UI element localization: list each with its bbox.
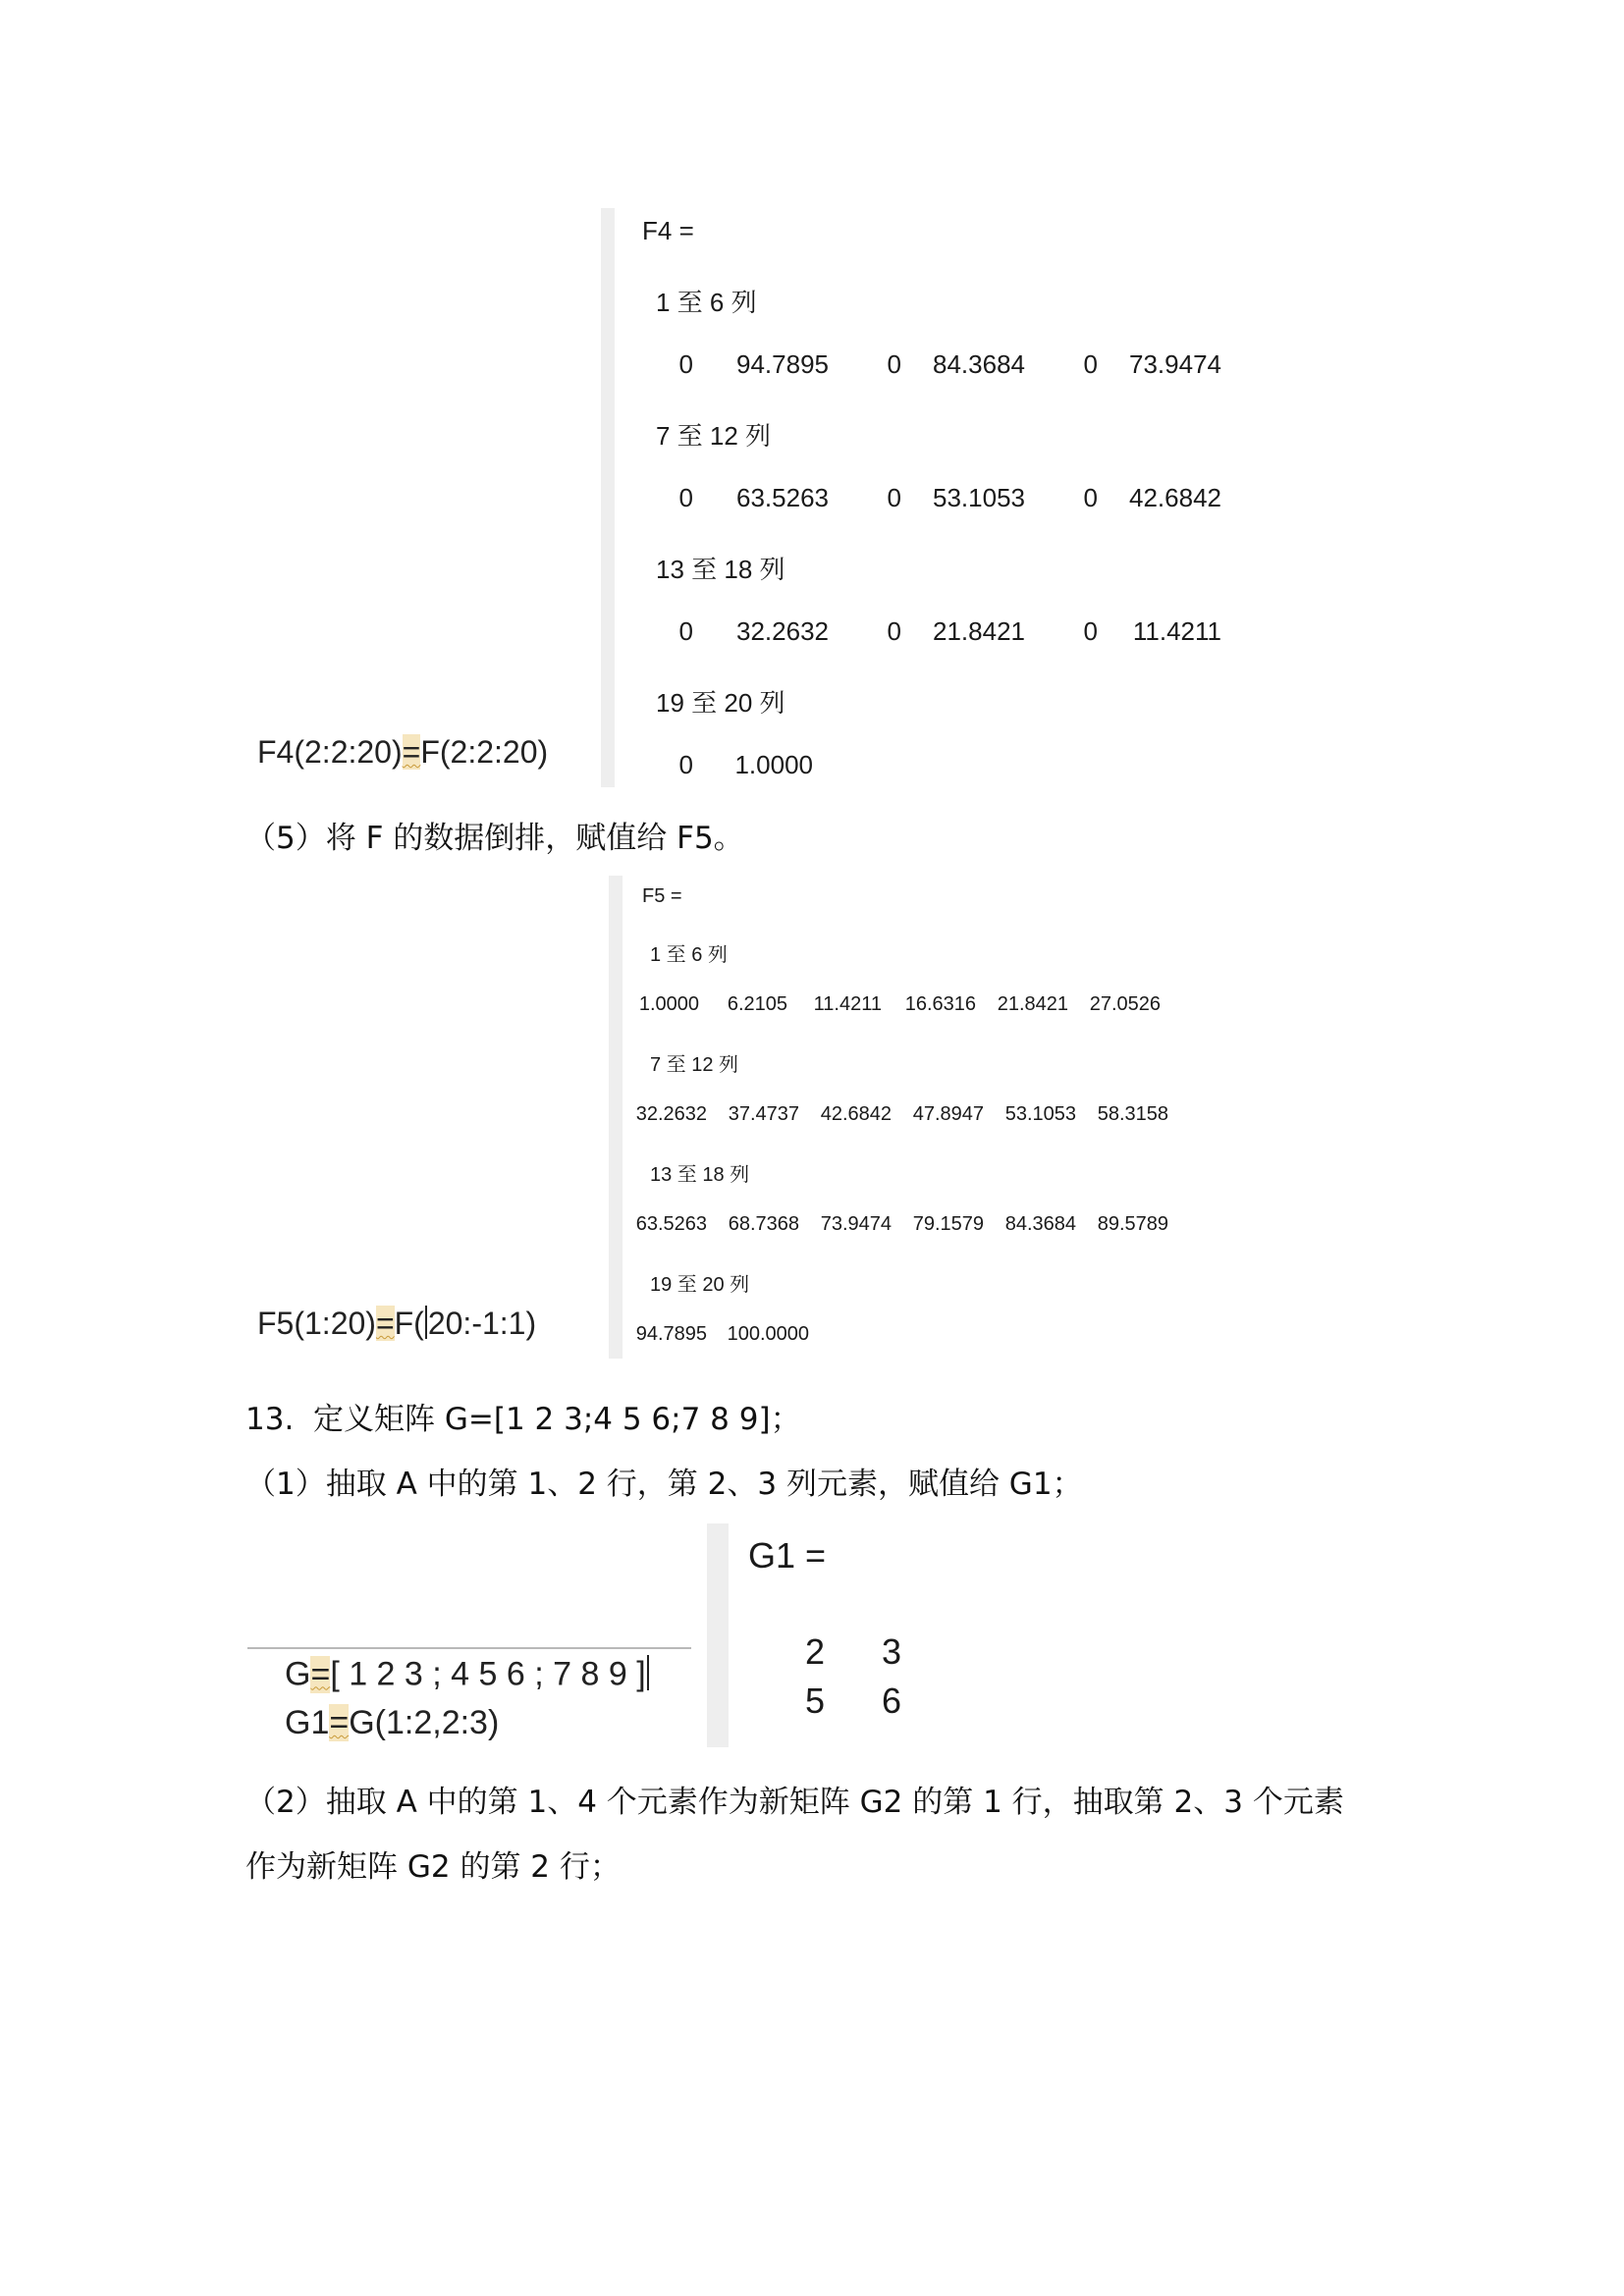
f5-block-1-header: 1 至 6 列 (650, 944, 728, 966)
f4-value: 0 (678, 349, 693, 379)
f4-block-4-values (605, 750, 813, 780)
f4-value: 0 (1083, 349, 1098, 379)
f5-block-2-values (605, 1103, 1168, 1126)
f4-assignment-code (257, 734, 548, 771)
f4-value: 0 (678, 616, 693, 646)
f5-value: 1.0000 (638, 993, 699, 1015)
f4-output-panel (601, 208, 1302, 787)
f5-value: 16.6316 (904, 993, 976, 1015)
f5-block-2-header: 7 至 12 列 (650, 1054, 739, 1076)
f5-value: 47.8947 (912, 1103, 984, 1125)
f5-value: 21.8421 (997, 993, 1068, 1015)
f5-output-panel (609, 876, 1310, 1359)
g-definition-code (285, 1655, 650, 1694)
code-lhs: G1 (285, 1704, 330, 1741)
f5-value: 84.3684 (1004, 1213, 1076, 1235)
question-13-2-text-line-2: 作为新矩阵 G2 的第 2 行； (245, 1849, 621, 1885)
f5-value: 42.6842 (820, 1103, 892, 1125)
code-rhs-prefix: F( (394, 1306, 424, 1341)
f5-value: 63.5263 (635, 1213, 707, 1235)
g1-output-panel (707, 1523, 1082, 1747)
question-13-1-text: （1）抽取 A 中的第 1、2 行，第 2、3 列元素，赋值给 G1； (245, 1467, 1083, 1502)
code-equals: = (402, 734, 421, 770)
f5-block-4-header: 19 至 20 列 (650, 1274, 750, 1296)
code-lhs: G (285, 1655, 311, 1693)
question-13-text: 13. 定义矩阵 G=[1 2 3;4 5 6;7 8 9]； (245, 1402, 801, 1437)
f4-value: 21.8421 (933, 616, 1025, 646)
f5-value: 58.3158 (1097, 1103, 1168, 1125)
g1-assignment-code (285, 1704, 499, 1742)
f5-value: 100.0000 (727, 1323, 809, 1345)
f5-block-1-values (605, 993, 1161, 1016)
f4-block-1-header: 1 至 6 列 (656, 288, 757, 317)
f5-value: 89.5789 (1097, 1213, 1168, 1235)
code-rhs: F(2:2:20) (420, 734, 549, 770)
code-lhs: F4(2:2:20) (257, 734, 403, 770)
f4-block-1-values (605, 349, 1221, 380)
f4-block-4-header: 19 至 20 列 (656, 688, 785, 718)
f5-value: 73.9474 (820, 1213, 892, 1235)
text-cursor (425, 1306, 427, 1339)
g1-value: 5 (804, 1681, 825, 1721)
f4-value: 0 (887, 616, 901, 646)
code-equals: = (310, 1655, 331, 1693)
f4-block-2-header: 7 至 12 列 (656, 421, 772, 451)
f4-value: 0 (1083, 483, 1098, 512)
code-rhs: G(1:2,2:3) (349, 1704, 500, 1741)
question-13-2-text-line-1: （2）抽取 A 中的第 1、4 个元素作为新矩阵 G2 的第 1 行，抽取第 2、3 个元素 (245, 1785, 1344, 1820)
code-lhs: F5(1:20) (257, 1306, 376, 1341)
f5-value: 79.1579 (912, 1213, 984, 1235)
f4-value: 94.7895 (736, 349, 829, 379)
f4-var-label: F4 = (642, 216, 694, 245)
g1-row-1 (778, 1631, 901, 1673)
g1-var-label: G1 = (748, 1535, 827, 1575)
code-rhs-suffix: 20:-1:1) (427, 1306, 537, 1341)
editor-divider (247, 1647, 691, 1649)
f4-value: 0 (678, 750, 693, 779)
code-equals: = (375, 1306, 395, 1341)
f4-value: 63.5263 (736, 483, 829, 512)
text-cursor (647, 1655, 649, 1690)
f5-var-label: F5 = (642, 885, 682, 907)
f4-value: 11.4211 (1132, 616, 1221, 646)
f5-value: 37.4737 (728, 1103, 799, 1125)
f4-value: 73.9474 (1129, 349, 1221, 379)
f5-value: 68.7368 (728, 1213, 799, 1235)
f5-assignment-code (257, 1306, 536, 1342)
f5-block-3-header: 13 至 18 列 (650, 1164, 750, 1186)
question-5-text: （5）将 F 的数据倒排，赋值给 F5。 (245, 821, 744, 856)
f5-value: 94.7895 (635, 1323, 707, 1345)
f4-value: 0 (887, 349, 901, 379)
f5-value: 32.2632 (635, 1103, 707, 1125)
f5-block-4-values (605, 1323, 809, 1346)
f4-value: 32.2632 (736, 616, 829, 646)
f4-value: 0 (678, 483, 693, 512)
g1-row-2 (778, 1681, 901, 1722)
code-rhs: [ 1 2 3 ; 4 5 6 ; 7 8 9 ] (330, 1655, 646, 1693)
f5-value: 6.2105 (727, 993, 787, 1015)
f5-value: 53.1053 (1004, 1103, 1076, 1125)
f5-value: 11.4211 (813, 993, 882, 1015)
f5-value: 27.0526 (1089, 993, 1161, 1015)
f4-value: 0 (1083, 616, 1098, 646)
f4-value: 53.1053 (933, 483, 1025, 512)
g1-value: 6 (881, 1681, 901, 1721)
f4-value: 42.6842 (1129, 483, 1221, 512)
g1-value: 3 (881, 1631, 901, 1672)
code-equals: = (329, 1704, 350, 1741)
f5-block-3-values (605, 1213, 1168, 1236)
f4-block-3-header: 13 至 18 列 (656, 555, 785, 584)
f4-block-2-values (605, 483, 1221, 513)
g1-value: 2 (804, 1631, 825, 1672)
f4-block-3-values (605, 616, 1221, 647)
f4-value: 84.3684 (933, 349, 1025, 379)
f4-value: 0 (887, 483, 901, 512)
f4-value: 1.0000 (734, 750, 813, 779)
